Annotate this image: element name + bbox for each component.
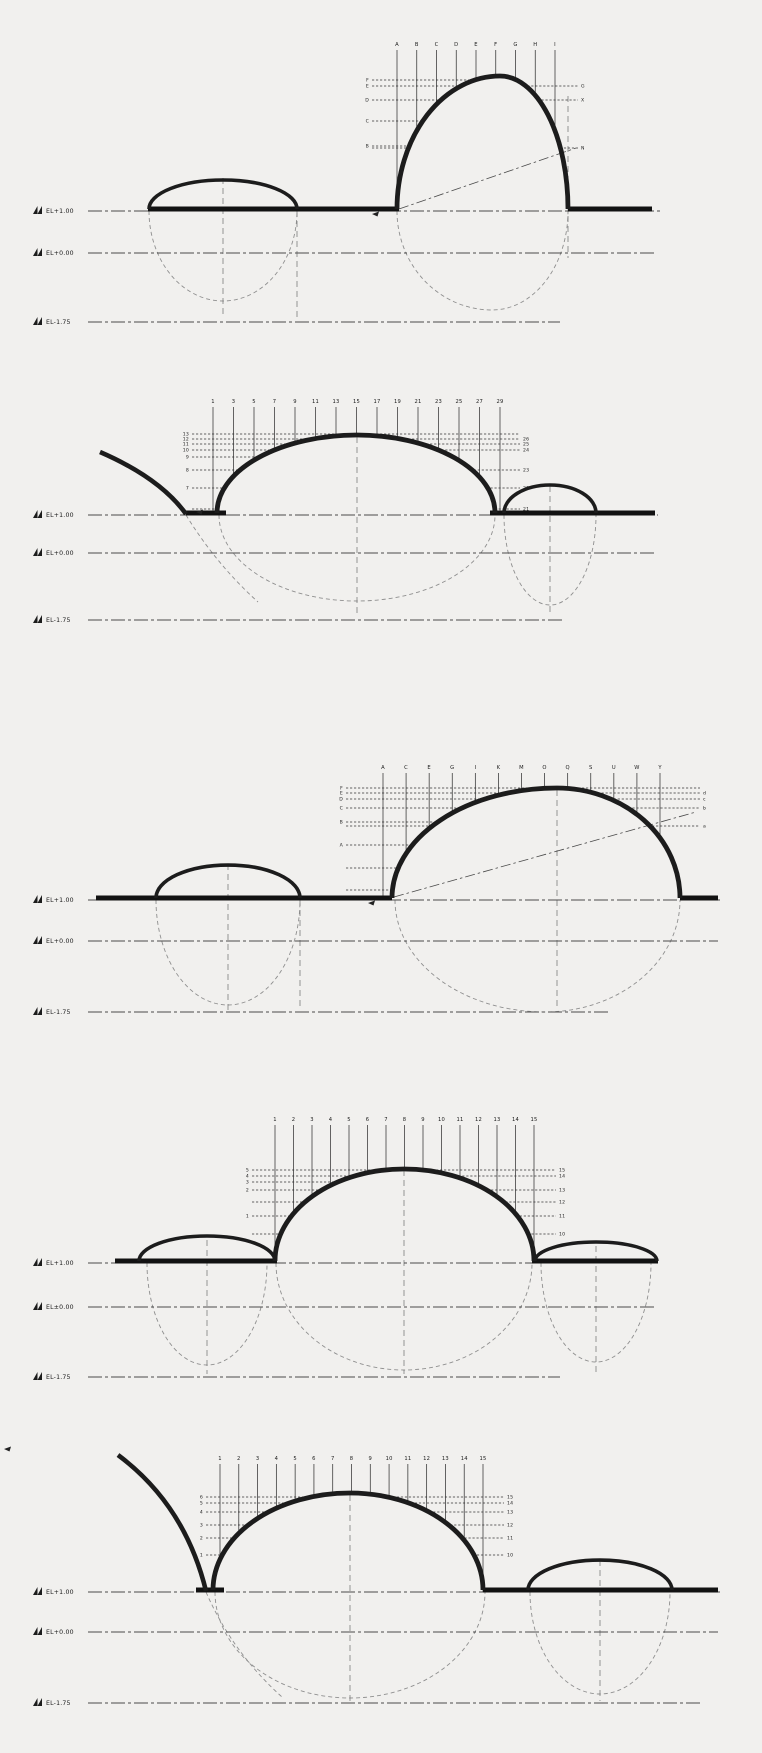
hgrid-label-left: C <box>339 806 343 812</box>
section-4 <box>33 1117 658 1381</box>
shell-profile-main <box>275 1169 534 1261</box>
vgrid-label: E <box>474 42 478 48</box>
hgrid-label-right: 13 <box>507 1510 514 1516</box>
hgrid-label-right: N <box>581 146 585 152</box>
elevation-flag-icon <box>33 1698 42 1706</box>
vgrid-label: Q <box>565 765 570 771</box>
elevation-label: EL+1.00 <box>46 897 74 904</box>
elevation-label: EL-1.75 <box>46 1009 71 1016</box>
hgrid-label-left: B <box>339 820 343 826</box>
vgrid-label: 29 <box>496 399 504 405</box>
vgrid-label: 8 <box>402 1117 407 1123</box>
elevation-label: EL+1.00 <box>46 512 74 519</box>
vgrid-label: 5 <box>347 1117 351 1123</box>
tick-mark <box>368 901 375 906</box>
hgrid-label-left: 13 <box>182 432 189 438</box>
hgrid-label-right: 12 <box>559 1200 566 1206</box>
vgrid-label: 4 <box>328 1117 333 1123</box>
hgrid-label-right: 11 <box>507 1536 514 1542</box>
vgrid-label: 23 <box>434 399 443 405</box>
vgrid-label: 10 <box>385 1456 393 1462</box>
hgrid-label-right: 21 <box>523 507 530 513</box>
vgrid-label: I <box>554 42 556 48</box>
hgrid-label-right: 25 <box>523 442 530 448</box>
hgrid-label-left: D <box>339 797 343 803</box>
elevation-flag-icon <box>33 1007 42 1015</box>
vgrid-label: 10 <box>437 1117 446 1123</box>
vgrid-label: I <box>474 765 477 771</box>
vgrid-label: 5 <box>252 399 256 405</box>
hgrid-label-left: 7 <box>185 486 189 492</box>
hgrid-label-right: b <box>703 806 707 812</box>
vgrid-label: 8 <box>349 1456 354 1462</box>
vgrid-label: F <box>494 42 498 48</box>
elevation-label: EL+0.00 <box>46 938 74 945</box>
elevation-flag-icon <box>33 1587 42 1595</box>
hgrid-label-right: 24 <box>523 448 530 454</box>
vgrid-label: 12 <box>423 1456 431 1462</box>
vgrid-label: U <box>611 765 616 771</box>
vgrid-label: A <box>395 42 399 48</box>
tick-mark <box>4 1447 11 1452</box>
vgrid-label: D <box>454 42 459 48</box>
shell-profile-minor <box>149 180 297 209</box>
hgrid-label-left: 5 <box>199 1501 203 1507</box>
hgrid-label-right: 15 <box>507 1495 514 1501</box>
vgrid-label: 7 <box>330 1456 335 1462</box>
vgrid-label: 14 <box>460 1456 468 1462</box>
vgrid-label: 15 <box>479 1456 487 1462</box>
vgrid-label: 19 <box>393 399 402 405</box>
hgrid-label-right: 10 <box>559 1232 566 1238</box>
hgrid-label-right: c <box>703 797 706 803</box>
hgrid-label-right: 22 <box>523 486 530 492</box>
elevation-flag-icon <box>33 1627 42 1635</box>
vgrid-label: 13 <box>441 1456 449 1462</box>
vgrid-label: 9 <box>293 399 297 405</box>
vgrid-label: 3 <box>231 399 236 405</box>
underground-shell-curve <box>149 211 297 301</box>
vgrid-label: 7 <box>384 1117 388 1123</box>
vgrid-label: 12 <box>474 1117 483 1123</box>
vgrid-label: 5 <box>293 1456 297 1462</box>
hgrid-label-left: A <box>339 843 343 849</box>
vgrid-label: 21 <box>414 399 422 405</box>
hgrid-label-left: 4 <box>245 1174 249 1180</box>
vgrid-label: W <box>634 765 640 771</box>
hgrid-label-left: E <box>339 791 343 797</box>
vgrid-label: 14 <box>511 1117 520 1123</box>
vgrid-label: 11 <box>404 1456 412 1462</box>
hgrid-label-right: d <box>703 791 707 797</box>
shell-profile-main <box>213 1493 483 1590</box>
section-3 <box>33 765 720 1016</box>
hgrid-label-left: F <box>340 786 343 792</box>
elevation-label: EL+1.00 <box>46 1260 74 1267</box>
underground-shell-curve <box>395 900 680 1012</box>
elevation-flag-icon <box>33 548 42 556</box>
vgrid-label: 6 <box>312 1456 316 1462</box>
vgrid-label: 2 <box>291 1117 296 1123</box>
hgrid-label-right: 10 <box>507 1553 514 1559</box>
shell-edge-fragment <box>100 452 186 514</box>
vgrid-label: 1 <box>218 1456 222 1462</box>
hgrid-label-left: 2 <box>199 1536 203 1542</box>
elevation-label: EL-1.75 <box>46 1374 71 1381</box>
elevation-flag-icon <box>33 1372 42 1380</box>
underground-shell-curve <box>186 515 258 602</box>
elevation-label: EL-1.75 <box>46 1700 71 1707</box>
vgrid-label: O <box>542 765 547 771</box>
hgrid-label-left: 3 <box>245 1180 249 1186</box>
elevation-flag-icon <box>33 1258 42 1266</box>
hgrid-label-left: 2 <box>245 1188 249 1194</box>
shell-profile-main <box>217 435 495 513</box>
hgrid-label-right: G <box>581 84 585 90</box>
elevation-flag-icon <box>33 317 42 325</box>
elevation-flag-icon <box>33 1302 42 1310</box>
shell-profile-main <box>397 76 568 209</box>
vgrid-label: C <box>434 42 439 48</box>
vgrid-label: 15 <box>530 1117 538 1123</box>
shell-profile-minor <box>139 1236 275 1261</box>
elevation-flag-icon <box>33 936 42 944</box>
section-1 <box>33 42 660 326</box>
hgrid-label-left: 12 <box>182 437 189 443</box>
hgrid-label-left: B <box>365 144 369 150</box>
hgrid-label-right: 11 <box>559 1214 566 1220</box>
vgrid-label: 13 <box>332 399 340 405</box>
vgrid-label: E <box>427 765 431 771</box>
elevation-label: EL+1.00 <box>46 208 74 215</box>
vgrid-label: B <box>414 42 419 48</box>
elevation-label: EL+0.00 <box>46 550 74 557</box>
elevation-flag-icon <box>33 510 42 518</box>
vgrid-label: A <box>381 765 385 771</box>
vgrid-label: G <box>450 765 455 771</box>
vgrid-label: 11 <box>456 1117 464 1123</box>
elevation-label: EL+1.00 <box>46 1589 74 1596</box>
elevation-flag-icon <box>33 895 42 903</box>
vgrid-label: 2 <box>237 1456 241 1462</box>
vgrid-label: G <box>513 42 518 48</box>
hgrid-label-right: a <box>703 824 707 830</box>
hgrid-label-right: 14 <box>507 1501 514 1507</box>
elevation-flag-icon <box>33 615 42 623</box>
elevation-label: EL±0.00 <box>46 1304 74 1311</box>
hgrid-label-left: 11 <box>182 442 189 448</box>
hgrid-label-left: C <box>365 119 369 125</box>
vgrid-label: 6 <box>365 1117 370 1123</box>
vgrid-label: 4 <box>274 1456 279 1462</box>
vgrid-label: 9 <box>421 1117 425 1123</box>
vgrid-label: 7 <box>272 399 277 405</box>
hgrid-label-left: D <box>365 98 369 104</box>
elevation-label: EL-1.75 <box>46 319 71 326</box>
vgrid-label: 3 <box>310 1117 314 1123</box>
hgrid-label-left: 1 <box>199 1553 203 1559</box>
hgrid-label-left: 3 <box>199 1523 203 1529</box>
elevation-flag-icon <box>33 248 42 256</box>
hgrid-label-right: 23 <box>523 468 530 474</box>
hgrid-label-left: F <box>366 78 369 84</box>
hgrid-label-left: E <box>365 84 369 90</box>
hgrid-label-left: 10 <box>182 448 189 454</box>
hgrid-label-right: 26 <box>523 437 530 443</box>
vgrid-label: 1 <box>211 399 215 405</box>
vgrid-label: 11 <box>311 399 320 405</box>
hgrid-label-right: 13 <box>559 1188 566 1194</box>
underground-shell-curve <box>397 211 568 310</box>
vgrid-label: 15 <box>352 399 361 405</box>
vgrid-label: 1 <box>273 1117 277 1123</box>
hgrid-label-right: 12 <box>507 1523 514 1529</box>
vgrid-label: Y <box>658 765 662 771</box>
shell-edge-fragment <box>118 1455 206 1591</box>
vgrid-label: S <box>589 765 593 771</box>
vgrid-label: C <box>404 765 408 771</box>
elevation-label: EL-1.75 <box>46 617 71 624</box>
hgrid-label-right: 15 <box>559 1168 566 1174</box>
tick-mark <box>372 212 379 217</box>
hgrid-label-left: 6 <box>199 1495 203 1501</box>
vgrid-label: M <box>519 765 524 771</box>
vgrid-label: 17 <box>373 399 381 405</box>
hgrid-label-right: 14 <box>559 1174 566 1180</box>
hgrid-label-left: 1 <box>245 1214 249 1220</box>
hgrid-label-left: 8 <box>185 468 189 474</box>
vgrid-label: 25 <box>455 399 463 405</box>
vgrid-label: K <box>496 765 501 771</box>
hgrid-label-right: X <box>581 98 585 104</box>
vgrid-label: H <box>533 42 538 48</box>
vgrid-label: 27 <box>475 399 484 405</box>
elevation-label: EL+0.00 <box>46 250 74 257</box>
vgrid-label: 9 <box>368 1456 373 1462</box>
hgrid-label-left: 9 <box>185 455 189 461</box>
setting-out-ray <box>399 148 576 209</box>
section-5 <box>4 1447 720 1708</box>
elevation-flag-icon <box>33 206 42 214</box>
hgrid-label-left: 5 <box>245 1168 249 1174</box>
section-2 <box>33 399 658 624</box>
vgrid-label: 3 <box>255 1456 260 1462</box>
vgrid-label: 13 <box>493 1117 501 1123</box>
underground-shell-curve <box>206 1592 282 1697</box>
hgrid-label-left: 4 <box>199 1510 203 1516</box>
elevation-label: EL+0.00 <box>46 1629 74 1636</box>
